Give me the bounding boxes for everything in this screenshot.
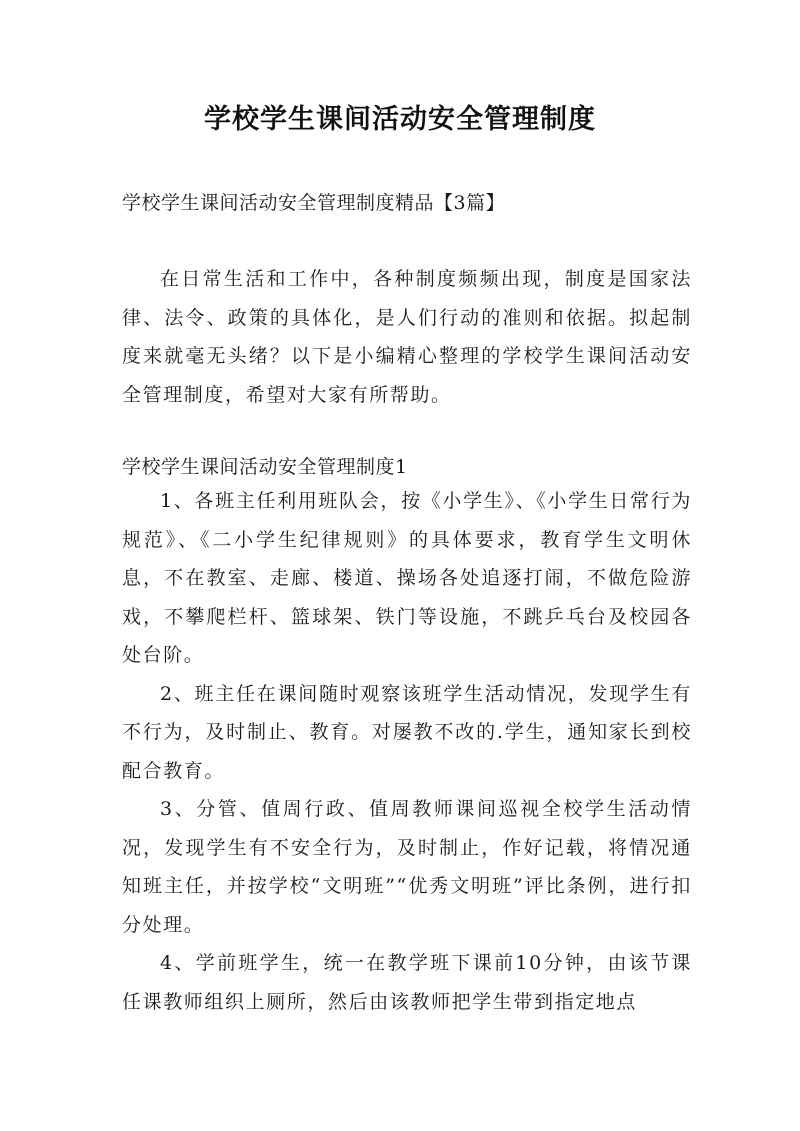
intro-paragraph — [122, 260, 692, 414]
rule-item-4: 4、学前班学生，统一在教学班下课前10分钟，由该节课任课教师组织上厕所，然后由该教师把学生带到指定地点 — [122, 952, 692, 1013]
rule-item-2: 2、班主任在课间随时观察该班学生活动情况，发现学生有不行为，及时制止、教育。对屡教不改的.学生，通知家长到校配合教育。 — [122, 682, 692, 782]
document-subtitle: 学校学生课间活动安全管理制度精品【3篇】 — [122, 192, 506, 214]
section-heading: 学校学生课间活动安全管理制度1 — [122, 456, 408, 478]
intro-text: 在日常生活和工作中，各种制度频频出现，制度是国家法律、法令、政策的具体化，是人们行动的准则和依据。拟起制度来就毫无头绪？以下是小编精心整理的学校学生课间活动安全管理制度，希望对大家有所帮助。 — [122, 268, 692, 406]
rule-item-1: 1、各班主任利用班队会，按《小学生》、《小学生日常行为规范》、《二小学生纪律规则》的具体要求，教育学生文明休息，不在教室、走廊、楼道、操场各处追逐打闹，不做危险游戏，不攀爬栏杆、篮球架、铁门等设施，不跳乒乓台及校园各处台阶。 — [122, 490, 692, 666]
document-title: 学校学生课间活动安全管理制度 — [204, 104, 596, 135]
rule-item-3: 3、分管、值周行政、值周教师课间巡视全校学生活动情况，发现学生有不安全行为，及时制止，作好记载，将情况通知班主任，并按学校“文明班”“优秀文明班”评比条例，进行扣分处理。 — [122, 798, 692, 936]
rule-list — [122, 482, 692, 1021]
